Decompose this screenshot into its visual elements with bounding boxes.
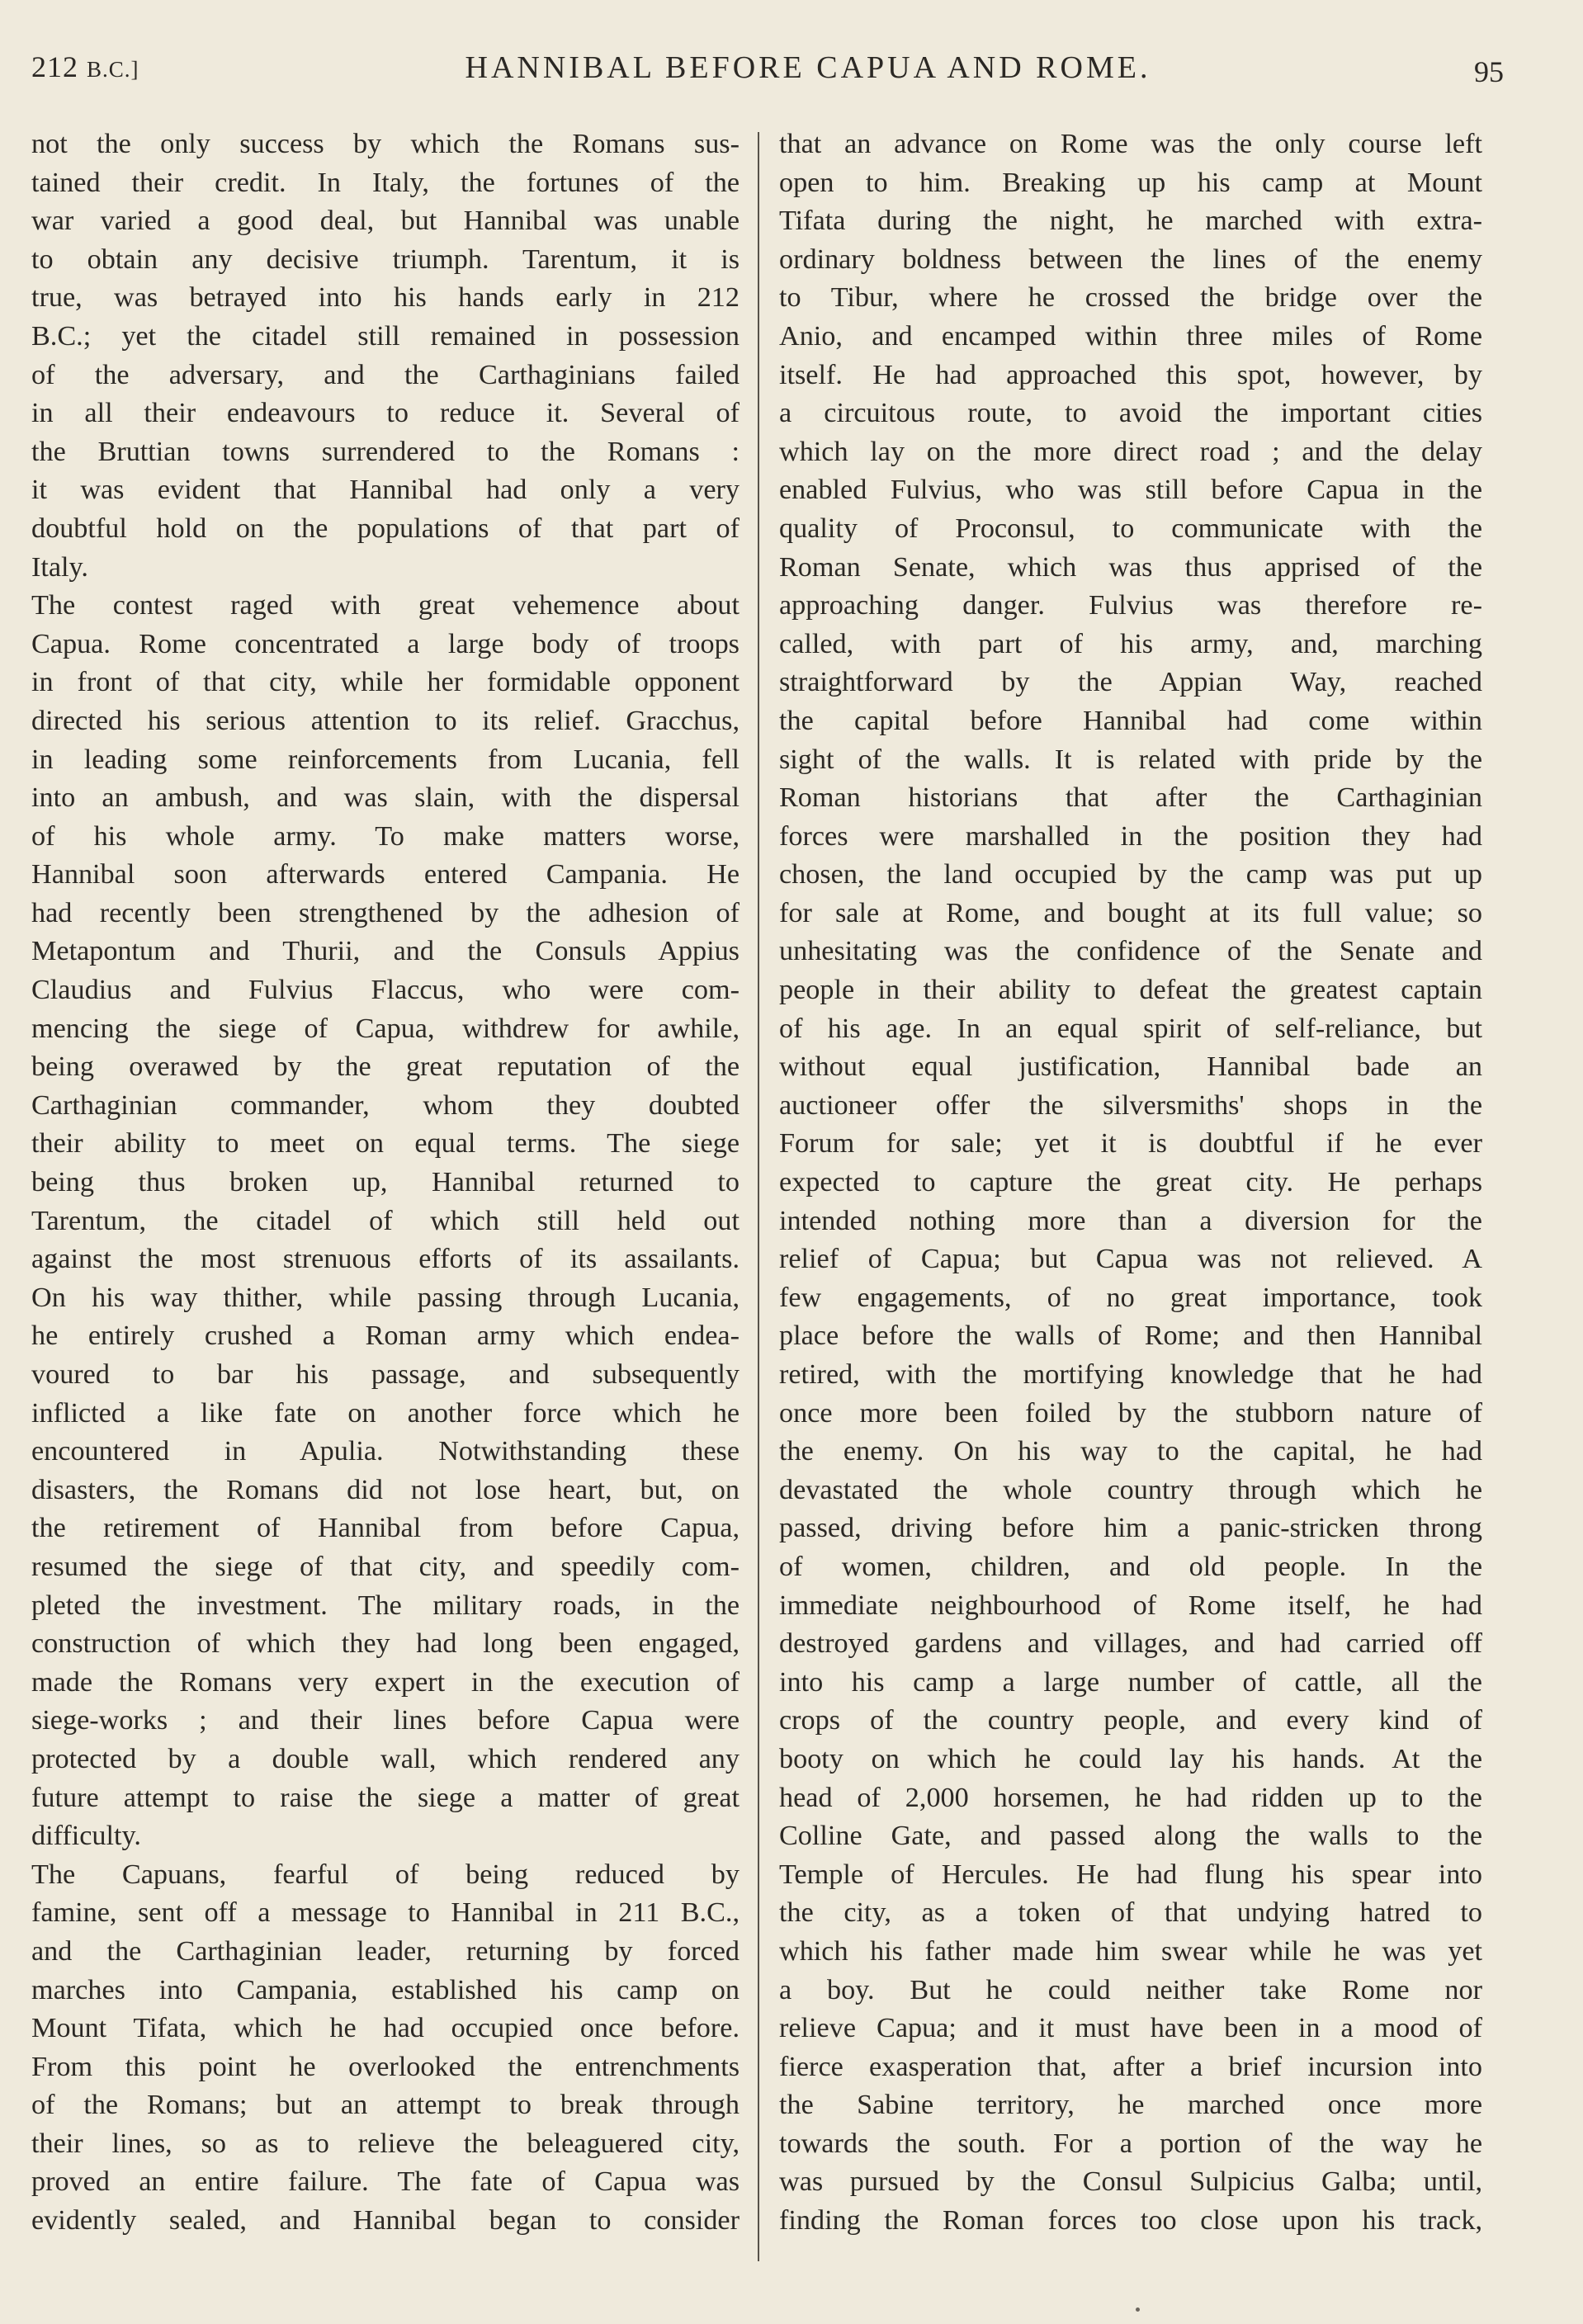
text-line: Claudius and Fulvius Flaccus, who were com-	[31, 975, 740, 1006]
text-line: future attempt to raise the siege a matter of great	[31, 1782, 740, 1813]
text-line: the enemy. On his way to the capital, he had	[779, 1436, 1482, 1467]
text-line: Carthaginian commander, whom they doubted	[31, 1089, 740, 1121]
text-line: made the Romans very expert in the execution of	[31, 1666, 740, 1698]
text-line: Anio, and encamped within three miles of Rome	[779, 320, 1482, 352]
text-line: protected by a double wall, which rendered any	[31, 1743, 740, 1774]
text-line: voured to bar his passage, and subsequently	[31, 1359, 740, 1390]
text-line: open to him. Breaking up his camp at Mount	[779, 167, 1482, 198]
text-line: auctioneer offer the silversmiths' shops in the	[779, 1089, 1482, 1121]
text-line: into his camp a large number of cattle, all the	[779, 1666, 1482, 1698]
left-column	[31, 125, 740, 2241]
text-line: finding the Roman forces too close upon his track,	[779, 2205, 1482, 2237]
text-line: he entirely crushed a Roman army which endea-	[31, 1320, 740, 1352]
text-line: which lay on the more direct road ; and the delay	[779, 436, 1482, 467]
text-line: intended nothing more than a diversion for the	[779, 1205, 1482, 1236]
text-line: disasters, the Romans did not lose heart, but, on	[31, 1474, 740, 1505]
text-line: their lines, so as to relieve the beleaguered city,	[31, 2128, 740, 2159]
text-line: without equal justification, Hannibal bade an	[779, 1051, 1482, 1083]
text-line: forces were marshalled in the position they had	[779, 820, 1482, 852]
column-divider	[758, 132, 759, 2261]
header-title: HANNIBAL BEFORE CAPUA AND ROME.	[465, 50, 1151, 85]
text-line: the capital before Hannibal had come within	[779, 705, 1482, 736]
text-line: of the Romans; but an attempt to break through	[31, 2090, 740, 2121]
text-line: the retirement of Hannibal from before Capua,	[31, 1513, 740, 1544]
text-line: Temple of Hercules. He had flung his spear into	[779, 1859, 1482, 1890]
text-line: unhesitating was the confidence of the Senate and	[779, 936, 1482, 967]
text-line: Roman Senate, which was thus apprised of the	[779, 551, 1482, 583]
right-column	[779, 125, 1482, 2241]
text-line: for sale at Rome, and bought at its full value; so	[779, 897, 1482, 928]
text-line: marches into Campania, established his camp on	[31, 1974, 740, 2005]
text-line: in all their endeavours to reduce it. Several of	[31, 398, 740, 429]
text-line: proved an entire failure. The fate of Capua was	[31, 2166, 740, 2198]
text-line: famine, sent off a message to Hannibal in 211 B.C.,	[31, 1897, 740, 1929]
text-line: that an advance on Rome was the only course left	[779, 129, 1482, 159]
text-line: Roman historians that after the Carthaginian	[779, 782, 1482, 814]
text-line: itself. He had approached this spot, however, by	[779, 359, 1482, 390]
text-line: was pursued by the Consul Sulpicius Galba; until,	[779, 2166, 1482, 2198]
text-line: Tifata during the night, he marched with extra-	[779, 205, 1482, 237]
printer-mark	[1136, 2307, 1140, 2312]
text-line: called, with part of his army, and, marching	[779, 628, 1482, 659]
text-line: a circuitous route, to avoid the important cities	[779, 398, 1482, 429]
text-line: the Bruttian towns surrendered to the Romans :	[31, 436, 740, 467]
text-line: it was evident that Hannibal had only a very	[31, 475, 740, 506]
text-line: fierce exasperation that, after a brief incursion into	[779, 2051, 1482, 2082]
text-line: Colline Gate, and passed along the walls to the	[779, 1821, 1482, 1852]
text-line: immediate neighbourhood of Rome itself, he had	[779, 1589, 1482, 1621]
header-era: B.C.]	[87, 57, 139, 82]
text-line: retired, with the mortifying knowledge that he had	[779, 1359, 1482, 1390]
text-line: against the most strenuous efforts of its assailants.	[31, 1244, 740, 1275]
text-line: The contest raged with great vehemence about	[31, 590, 740, 621]
text-line: in leading some reinforcements from Lucania, fell	[31, 744, 740, 775]
text-line: pleted the investment. The military roads, in the	[31, 1589, 740, 1621]
text-line: Metapontum and Thurii, and the Consuls Appius	[31, 936, 740, 967]
text-line: of women, children, and old people. In the	[779, 1551, 1482, 1582]
text-line: crops of the country people, and every kind of	[779, 1705, 1482, 1736]
text-line: enabled Fulvius, who was still before Capua in the	[779, 475, 1482, 506]
header-year: 212	[31, 50, 78, 83]
text-line: being thus broken up, Hannibal returned to	[31, 1167, 740, 1198]
text-line: in front of that city, while her formidable opponent	[31, 667, 740, 698]
text-line: inflicted a like fate on another force which he	[31, 1397, 740, 1429]
text-line: sight of the walls. It is related with pride by the	[779, 744, 1482, 775]
text-line: tained their credit. In Italy, the fortunes of the	[31, 167, 740, 198]
text-line: The Capuans, fearful of being reduced by	[31, 1859, 740, 1890]
text-line: few engagements, of no great importance, took	[779, 1282, 1482, 1313]
text-line: mencing the siege of Capua, withdrew for awhile,	[31, 1013, 740, 1044]
text-line: towards the south. For a portion of the way he	[779, 2128, 1482, 2159]
text-line: construction of which they had long been engaged,	[31, 1628, 740, 1660]
text-line: war varied a good deal, but Hannibal was unable	[31, 205, 740, 237]
text-line: a boy. But he could neither take Rome nor	[779, 1974, 1482, 2005]
text-line: relieve Capua; and it must have been in a mood of	[779, 2013, 1482, 2044]
text-line: straightforward by the Appian Way, reached	[779, 667, 1482, 698]
text-line: siege-works ; and their lines before Capua were	[31, 1705, 740, 1736]
text-line: From this point he overlooked the entrenchments	[31, 2051, 740, 2082]
text-line: of his whole army. To make matters worse,	[31, 820, 740, 852]
running-header	[0, 43, 1583, 92]
text-line: directed his serious attention to its relief. Gracchus,	[31, 705, 740, 736]
text-line: not the only success by which the Romans sus-	[31, 129, 740, 159]
text-line: passed, driving before him a panic-stricken throng	[779, 1513, 1482, 1544]
text-line: Capua. Rome concentrated a large body of troops	[31, 628, 740, 659]
text-line: place before the walls of Rome; and then Hannibal	[779, 1320, 1482, 1352]
text-line: their ability to meet on equal terms. The siege	[31, 1128, 740, 1160]
text-line: destroyed gardens and villages, and had carried off	[779, 1628, 1482, 1660]
text-line: head of 2,000 horsemen, he had ridden up to the	[779, 1782, 1482, 1813]
text-line: chosen, the land occupied by the camp was put up	[779, 859, 1482, 890]
text-line: once more been foiled by the stubborn nature of	[779, 1397, 1482, 1429]
text-line: to obtain any decisive triumph. Tarentum, it is	[31, 243, 740, 275]
text-line: encountered in Apulia. Notwithstanding these	[31, 1436, 740, 1467]
text-line: On his way thither, while passing through Lucania,	[31, 1282, 740, 1313]
text-line: Tarentum, the citadel of which still held out	[31, 1205, 740, 1236]
text-line: Forum for sale; yet it is doubtful if he ever	[779, 1128, 1482, 1160]
text-line: of the adversary, and the Carthaginians failed	[31, 359, 740, 390]
text-line: evidently sealed, and Hannibal began to consider	[31, 2205, 740, 2237]
text-line: relief of Capua; but Capua was not relieved. A	[779, 1244, 1482, 1275]
text-line: expected to capture the great city. He perhaps	[779, 1167, 1482, 1198]
page-number: 95	[1474, 55, 1504, 88]
text-line: into an ambush, and was slain, with the dispersal	[31, 782, 740, 814]
text-line: Hannibal soon afterwards entered Campania. He	[31, 859, 740, 890]
text-line: ordinary boldness between the lines of the enemy	[779, 243, 1482, 275]
text-line: the city, as a token of that undying hatred to	[779, 1897, 1482, 1929]
text-line: being overawed by the great reputation of the	[31, 1051, 740, 1083]
text-line: devastated the whole country through which he	[779, 1474, 1482, 1505]
text-line: doubtful hold on the populations of that part of	[31, 513, 740, 544]
text-line: the Sabine territory, he marched once more	[779, 2090, 1482, 2121]
text-line: quality of Proconsul, to communicate with the	[779, 513, 1482, 544]
text-line: difficulty.	[31, 1821, 141, 1852]
text-line: of his age. In an equal spirit of self-reliance, but	[779, 1013, 1482, 1044]
text-line: people in their ability to defeat the greatest captain	[779, 975, 1482, 1006]
text-line: which his father made him swear while he was yet	[779, 1935, 1482, 1967]
text-line: resumed the siege of that city, and speedily com-	[31, 1551, 740, 1582]
text-line: B.C.; yet the citadel still remained in possession	[31, 320, 740, 352]
text-line: booty on which he could lay his hands. At the	[779, 1743, 1482, 1774]
text-line: approaching danger. Fulvius was therefore re-	[779, 590, 1482, 621]
text-line: true, was betrayed into his hands early in 212	[31, 282, 740, 314]
text-line: to Tibur, where he crossed the bridge over the	[779, 282, 1482, 314]
text-line: Mount Tifata, which he had occupied once before.	[31, 2013, 740, 2044]
text-line: Italy.	[31, 551, 88, 583]
text-line: had recently been strengthened by the adhesion of	[31, 897, 740, 928]
text-line: and the Carthaginian leader, returning by forced	[31, 1935, 740, 1967]
